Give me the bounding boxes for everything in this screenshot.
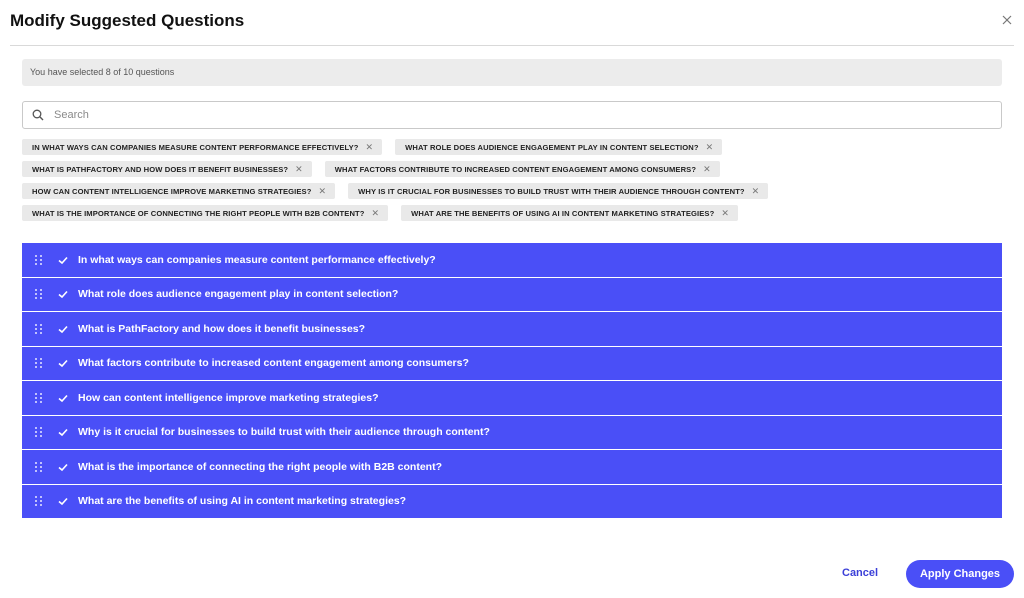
selected-tag [348, 183, 768, 199]
drag-handle-icon[interactable] [35, 496, 43, 506]
drag-handle-icon[interactable] [35, 289, 43, 299]
question-text: What is PathFactory and how does it benefit businesses? [78, 322, 366, 335]
tag-label: HOW CAN CONTENT INTELLIGENCE IMPROVE MARKETING STRATEGIES? [32, 186, 312, 196]
question-text: How can content intelligence improve marketing strategies? [78, 391, 379, 404]
close-icon[interactable] [1000, 13, 1014, 27]
selected-tag [22, 139, 382, 155]
remove-tag-icon[interactable]: ✕ [318, 185, 327, 196]
tag-row [22, 139, 1012, 155]
question-text: Why is it crucial for businesses to build trust with their audience through content? [78, 426, 490, 439]
question-row[interactable] [22, 312, 1002, 346]
tag-label: WHAT IS THE IMPORTANCE OF CONNECTING THE RIGHT PEOPLE WITH B2B CONTENT? [32, 208, 365, 218]
dialog-title: Modify Suggested Questions [10, 11, 245, 30]
tag-label: IN WHAT WAYS CAN COMPANIES MEASURE CONTENT PERFORMANCE EFFECTIVELY? [32, 142, 359, 152]
check-icon [57, 357, 69, 369]
question-row[interactable] [22, 243, 1002, 277]
question-text: In what ways can companies measure content performance effectively? [78, 253, 436, 266]
drag-handle-icon[interactable] [35, 427, 43, 437]
remove-tag-icon[interactable]: ✕ [365, 141, 374, 152]
search-icon [32, 109, 44, 121]
question-row[interactable] [22, 278, 1002, 312]
question-row[interactable] [22, 381, 1002, 415]
check-icon [57, 254, 69, 266]
tag-label: WHAT ROLE DOES AUDIENCE ENGAGEMENT PLAY IN CONTENT SELECTION? [405, 142, 699, 152]
tag-label: WHAT FACTORS CONTRIBUTE TO INCREASED CONTENT ENGAGEMENT AMONG CONSUMERS? [334, 164, 697, 174]
question-text: What are the benefits of using AI in content marketing strategies? [78, 495, 407, 508]
remove-tag-icon[interactable]: ✕ [705, 141, 714, 152]
tag-label: WHAT ARE THE BENEFITS OF USING AI IN CONTENT MARKETING STRATEGIES? [411, 208, 715, 218]
question-row[interactable] [22, 485, 1002, 519]
selection-status: You have selected 8 of 10 questions [22, 59, 1002, 86]
drag-handle-icon[interactable] [35, 358, 43, 368]
cancel-button[interactable]: Cancel [842, 567, 879, 579]
check-icon [57, 461, 69, 473]
selected-tag [401, 205, 738, 221]
remove-tag-icon[interactable]: ✕ [703, 163, 711, 174]
tag-row [22, 205, 1012, 221]
question-row[interactable] [22, 416, 1002, 450]
question-row[interactable] [22, 450, 1002, 484]
selected-tag [325, 161, 720, 177]
selected-tag [22, 183, 335, 199]
selected-tag [22, 161, 312, 177]
drag-handle-icon[interactable] [35, 324, 43, 334]
search-box[interactable] [22, 101, 1002, 129]
check-icon [57, 426, 69, 438]
drag-handle-icon[interactable] [35, 255, 43, 265]
search-input[interactable] [52, 108, 956, 122]
tag-label: WHY IS IT CRUCIAL FOR BUSINESSES TO BUILD TRUST WITH THEIR AUDIENCE THROUGH CONTENT? [358, 186, 745, 196]
check-icon [57, 392, 69, 404]
selected-tag [22, 205, 388, 221]
drag-handle-icon[interactable] [35, 393, 43, 403]
remove-tag-icon[interactable]: ✕ [371, 207, 380, 218]
tag-row [22, 161, 1012, 177]
drag-handle-icon[interactable] [35, 462, 43, 472]
selected-tags [22, 139, 1012, 227]
check-icon [57, 323, 69, 335]
check-icon [57, 495, 69, 507]
question-text: What factors contribute to increased content engagement among consumers? [78, 357, 469, 370]
check-icon [57, 288, 69, 300]
tag-row [22, 183, 1012, 199]
remove-tag-icon[interactable]: ✕ [295, 163, 303, 174]
remove-tag-icon[interactable]: ✕ [751, 185, 760, 196]
header-divider [10, 45, 1014, 46]
remove-tag-icon[interactable]: ✕ [721, 207, 729, 218]
selected-tag [395, 139, 722, 155]
apply-changes-button[interactable]: Apply Changes [906, 560, 1014, 588]
question-text: What is the importance of connecting the right people with B2B content? [78, 460, 443, 473]
question-text: What role does audience engagement play in content selection? [78, 288, 399, 301]
question-row[interactable] [22, 347, 1002, 381]
tag-label: WHAT IS PATHFACTORY AND HOW DOES IT BENEFIT BUSINESSES? [32, 164, 289, 174]
question-list [22, 243, 1002, 519]
